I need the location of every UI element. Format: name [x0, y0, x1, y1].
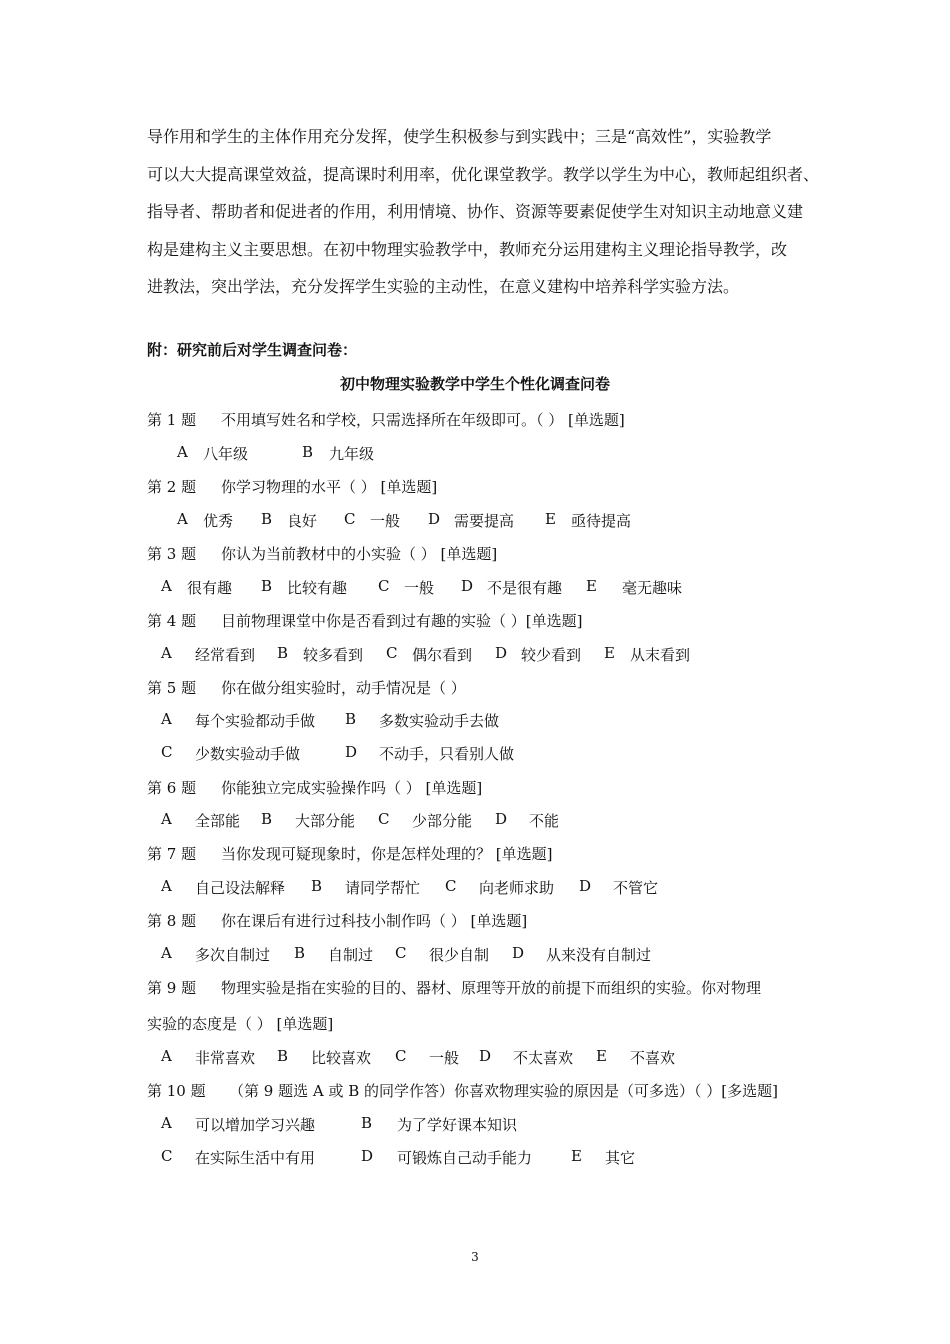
option-letter: E [604, 644, 615, 662]
option-letter: C [161, 743, 173, 761]
option-letter: A [161, 877, 172, 895]
option-text: 向老师求助 [479, 879, 555, 897]
option-text: 多次自制过 [195, 946, 271, 964]
option-text: 大部分能 [295, 812, 356, 830]
question-9-continuation: 实验的态度是（ ） [单选题] [147, 1015, 334, 1033]
question-text: 目前物理课堂中你是否看到过有趣的实验（ ）[单选题] [221, 612, 583, 630]
question-text: 你在课后有进行过科技小制作吗（ ） [单选题] [221, 912, 528, 930]
option-text: 良好 [287, 512, 318, 530]
option-letter: D [512, 944, 525, 962]
question-text: 你学习物理的水平（ ） [单选题] [221, 478, 438, 496]
question-text: （第 9 题选 A 或 B 的同学作答）你喜欢物理实验的原因是（可多选）（ ）[多选题] [229, 1082, 778, 1100]
option-text: 请同学帮忙 [345, 879, 421, 897]
option-letter: A [161, 810, 172, 828]
question-3 [147, 543, 497, 564]
option-letter: C [395, 1047, 407, 1065]
option-text: 多数实验动手去做 [379, 712, 500, 730]
option-text: 每个实验都动手做 [195, 712, 316, 730]
option-letter: E [571, 1147, 582, 1165]
option-text: 毫无趣味 [622, 579, 683, 597]
option-letter: A [177, 443, 188, 461]
option-text: 一般 [429, 1049, 460, 1067]
option-text: 很有趣 [187, 579, 233, 597]
option-text: 可以增加学习兴趣 [195, 1116, 316, 1134]
option-letter: B [261, 810, 273, 828]
option-letter: E [586, 577, 597, 595]
question-text: 物理实验是指在实验的目的、器材、原理等开放的前提下而组织的实验。你对物理 [221, 979, 762, 997]
option-letter: C [378, 810, 390, 828]
option-letter: C [378, 577, 390, 595]
option-letter: C [161, 1147, 173, 1165]
question-text: 你能独立完成实验操作吗（ ） [单选题] [221, 779, 483, 797]
option-text: 不是很有趣 [487, 579, 563, 597]
option-text: 在实际生活中有用 [195, 1149, 316, 1167]
option-letter: B [345, 710, 357, 728]
option-letter: D [461, 577, 474, 595]
option-letter: B [261, 577, 273, 595]
option-text: 较少看到 [521, 646, 582, 664]
option-letter: B [277, 644, 289, 662]
option-text: 自己设法解释 [195, 879, 286, 897]
option-text: 比较喜欢 [311, 1049, 372, 1067]
option-letter: D [495, 810, 508, 828]
option-letter: B [302, 443, 314, 461]
option-text: 从来没有自制过 [546, 946, 652, 964]
question-text: 当你发现可疑现象时，你是怎样处理的？ [单选题] [221, 845, 553, 863]
option-letter: E [596, 1047, 607, 1065]
question-number: 第 1 题 [147, 411, 197, 429]
option-letter: D [579, 877, 592, 895]
option-text: 全部能 [195, 812, 241, 830]
option-text: 一般 [404, 579, 435, 597]
option-letter: A [161, 1114, 172, 1132]
option-text: 不动手，只看别人做 [379, 745, 515, 763]
question-number: 第 6 题 [147, 779, 197, 797]
question-number: 第 10 题 [147, 1082, 206, 1100]
question-5 [147, 677, 466, 698]
option-text: 很少自制 [429, 946, 490, 964]
question-text: 你认为当前教材中的小实验（ ） [单选题] [221, 545, 498, 563]
question-number: 第 3 题 [147, 545, 197, 563]
option-text: 一般 [370, 512, 401, 530]
option-text: 可锻炼自己动手能力 [397, 1149, 533, 1167]
option-letter: D [428, 510, 441, 528]
option-letter: B [361, 1114, 373, 1132]
question-9 [147, 977, 761, 998]
option-letter: D [361, 1147, 374, 1165]
option-text: 自制过 [328, 946, 374, 964]
question-number: 第 7 题 [147, 845, 197, 863]
option-text: 不管它 [613, 879, 659, 897]
question-number: 第 8 题 [147, 912, 197, 930]
option-text: 较多看到 [303, 646, 364, 664]
option-text: 需要提高 [454, 512, 515, 530]
question-1 [147, 409, 625, 430]
page-number: 3 [471, 1250, 479, 1264]
paragraph-line: 导作用和学生的主体作用充分发挥，使学生积极参与到实践中；三是“高效性”，实验教学 [147, 127, 772, 146]
question-number: 第 2 题 [147, 478, 197, 496]
paragraph-line: 可以大大提高课堂效益，提高课时利用率，优化课堂教学。教学以学生为中心，教师起组织者、 [147, 164, 820, 184]
question-4 [147, 610, 582, 631]
option-letter: C [386, 644, 398, 662]
paragraph-line: 构是建构主义主要思想。在初中物理实验教学中，教师充分运用建构主义理论指导教学，改 [147, 239, 788, 259]
option-letter: D [495, 644, 508, 662]
option-letter: B [311, 877, 323, 895]
option-letter: D [345, 743, 358, 761]
option-letter: A [161, 577, 172, 595]
option-text: 比较有趣 [287, 579, 348, 597]
option-letter: A [177, 510, 188, 528]
question-number: 第 4 题 [147, 612, 197, 630]
option-text: 亟待提高 [571, 512, 632, 530]
option-text: 不太喜欢 [513, 1049, 574, 1067]
option-text: 从末看到 [630, 646, 691, 664]
option-text: 九年级 [329, 445, 375, 463]
appendix-heading: 附：研究前后对学生调查问卷： [147, 341, 358, 359]
question-text: 你在做分组实验时，动手情况是（ ） [221, 679, 466, 697]
option-text: 优秀 [203, 512, 234, 530]
option-text: 不能 [529, 812, 560, 830]
option-letter: A [161, 944, 172, 962]
option-letter: A [161, 1047, 172, 1065]
option-letter: C [445, 877, 457, 895]
question-6 [147, 777, 482, 798]
option-text: 少数实验动手做 [195, 745, 301, 763]
option-letter: D [479, 1047, 492, 1065]
option-text: 非常喜欢 [195, 1049, 256, 1067]
option-text: 不喜欢 [630, 1049, 676, 1067]
paragraph-line: 指导者、帮助者和促进者的作用，利用情境、协作、资源等要素促使学生对知识主动地意义建 [147, 202, 804, 221]
question-number: 第 9 题 [147, 979, 197, 997]
survey-title: 初中物理实验教学中学生个性化调查问卷 [339, 375, 610, 393]
option-letter: A [161, 710, 172, 728]
question-10 [147, 1080, 778, 1101]
option-letter: E [545, 510, 556, 528]
question-7 [147, 843, 552, 864]
question-text: 不用填写姓名和学校，只需选择所在年级即可。（ ） [单选题] [221, 411, 625, 429]
option-letter: C [395, 944, 407, 962]
option-letter: C [344, 510, 356, 528]
question-8 [147, 910, 527, 931]
question-2 [147, 476, 437, 497]
option-text: 经常看到 [195, 646, 256, 664]
option-text: 少部分能 [412, 812, 473, 830]
option-text: 偶尔看到 [412, 646, 473, 664]
option-letter: B [294, 944, 306, 962]
option-text: 其它 [605, 1149, 636, 1167]
option-text: 八年级 [203, 445, 249, 463]
option-letter: B [261, 510, 273, 528]
body-paragraph [147, 118, 827, 306]
paragraph-line: 进教法，突出学法，充分发挥学生实验的主动性，在意义建构中培养科学实验方法。 [147, 277, 740, 296]
option-letter: A [161, 644, 172, 662]
question-number: 第 5 题 [147, 679, 197, 697]
option-letter: B [277, 1047, 289, 1065]
option-text: 为了学好课本知识 [397, 1116, 518, 1134]
